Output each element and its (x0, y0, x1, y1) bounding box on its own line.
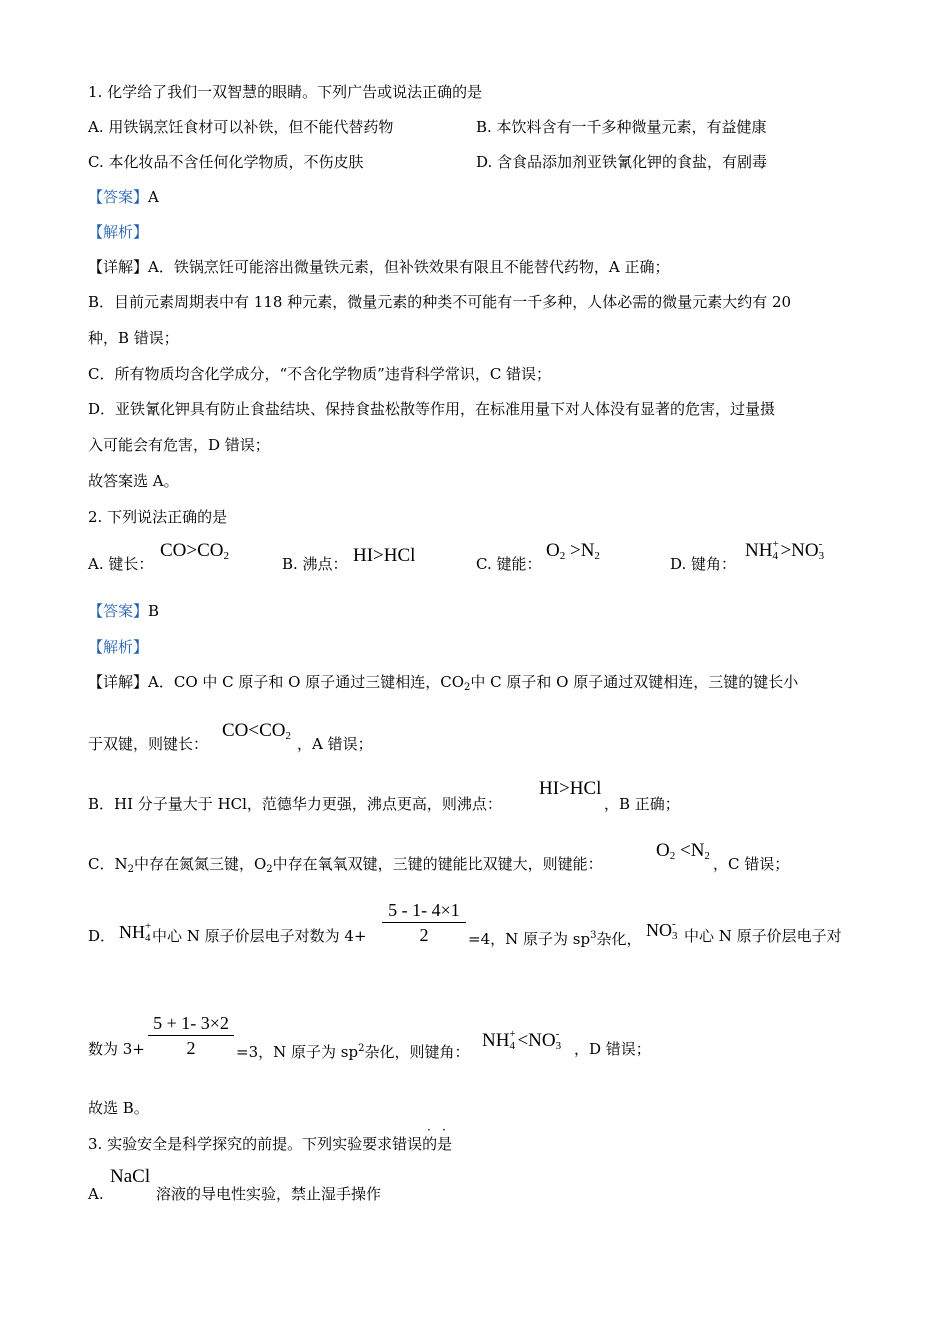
q2-detail-a-tail: ，A 错误； (297, 735, 373, 753)
superscript: 3 (590, 930, 597, 941)
q2-detail-c-tail: ，C 错误； (713, 855, 790, 873)
q1-stem: 1. 化学给了我们一双智慧的眼睛。下列广告或说法正确的是 (88, 83, 483, 101)
detail-tag: 【详解】 (88, 673, 149, 691)
q2-detail-d-b: 中心 N 原子价层电子对数为 4+ (152, 927, 367, 945)
answer-tag: 【答案】 (88, 188, 149, 206)
stem-text: 3. 实验安全是科学探究的前提。下列实验要求 (88, 1135, 393, 1153)
q1-option-c: C. 本化妆品不含任何化学物质，不伤皮肤 (88, 153, 364, 171)
fraction-1 (382, 898, 466, 947)
detail-tag: 【详解】 (88, 258, 149, 276)
q1-answer (88, 187, 159, 207)
answer-tag: 【答案】 (88, 602, 149, 620)
detail-text: 杂化，则键角： (364, 1043, 470, 1061)
q2-detail-d2-b (236, 1039, 469, 1062)
q1-detail-c: C．所有物质均含化学成分，“不含化学物质”违背科学常识，C 错误； (88, 365, 552, 383)
q1-detail-b: B．目前元素周期表中有 118 种元素，微量元素的种类不可能有一千多种，人体必需的微量元素大约有 20 (88, 293, 792, 311)
q2-detail-d-f: 中心 N 原子价层电子对 (684, 927, 842, 945)
q2-detail-d-a: D． (88, 927, 116, 945)
stem-text: 的是 (422, 1135, 453, 1153)
fraction-1-numerator: 5 - 1- 4×1 (388, 900, 460, 920)
q2-detail-b-tail: ，B 正确； (604, 795, 680, 813)
q2-analysis-tag: 【解析】 (88, 638, 149, 656)
detail-text: C．N (88, 855, 128, 873)
q2-option-d-label: D. 键角： (670, 555, 737, 573)
fraction-2-numerator: 5 + 1- 3×2 (153, 1013, 229, 1033)
q2-detail-a-cont: 于双键，则键长： (88, 735, 209, 753)
q2-option-a-label: A. 键长： (88, 555, 154, 573)
fraction-1-denominator: 2 (419, 925, 429, 945)
q2-option-b-label: B. 沸点： (282, 555, 348, 573)
subscript: 2 (464, 682, 471, 693)
q2-option-a-formula: $CO>CO_2$ (160, 540, 230, 562)
q2-option-c-label: C. 键能： (476, 555, 542, 573)
q2-detail-d2-a: 数为 3+ (88, 1040, 145, 1058)
q2-detail-d2-formula: NH + 4 <NO - 3 (482, 1027, 562, 1052)
q2-detail-d-nh4: NH + 4 (119, 919, 152, 944)
q2-detail-b: B．HI 分子量大于 HCl，范德华力更强，沸点更高，则沸点： (88, 795, 502, 813)
detail-text: =3，N 原子为 sp (236, 1043, 359, 1061)
q3-option-a-label: A. (88, 1185, 104, 1203)
subscript: 2 (127, 864, 134, 875)
q1-option-d: D. 含食品添加剂亚铁氰化钾的食盐，有剧毒 (476, 153, 768, 171)
q2-detail-d-c (468, 926, 641, 949)
fraction-2-denominator: 2 (186, 1038, 196, 1058)
detail-text: 中 C 原子和 O 原子通过双键相连，三键的键长小 (470, 673, 799, 691)
emphasis-dot: · (442, 1123, 446, 1137)
q1-option-a: A. 用铁锅烹饪食材可以补铁，但不能代替药物 (88, 118, 394, 136)
q1-detail-b-cont: 种，B 错误； (88, 329, 179, 347)
answer-value: B (148, 602, 160, 620)
q1-analysis-tag: 【解析】 (88, 223, 149, 241)
q1-detail-d-cont: 入可能会有危害，D 错误； (88, 436, 270, 454)
q1-option-b: B. 本饮料含有一千多种微量元素，有益健康 (476, 118, 767, 136)
emphasis-text: 错误 (392, 1135, 423, 1153)
q3-option-a-formula: NaCl (110, 1166, 151, 1187)
q3-stem (88, 1134, 452, 1154)
emphasis-dot: · (427, 1123, 431, 1137)
detail-text: 中存在氮氮三键，O (133, 855, 267, 873)
detail-text: 中存在氧氧双键，三键的键能比双键大，则键能： (272, 855, 603, 873)
detail-text: 杂化， (596, 930, 642, 948)
q2-detail-b-formula: HI>HCl (539, 778, 602, 799)
q2-detail-a-formula: $CO<CO_2$ (222, 720, 292, 742)
q3-option-a-text: 溶液的导电性实验，禁止湿手操作 (156, 1185, 382, 1203)
superscript: 2 (358, 1043, 365, 1054)
detail-text: =4，N 原子为 sp (468, 930, 591, 948)
q2-detail-c-formula: $O_2 <N_2$ (656, 840, 710, 862)
answer-value: A (148, 188, 159, 206)
q2-detail-c (88, 854, 603, 880)
q1-conclusion: 故答案选 A。 (88, 472, 179, 490)
q1-detail-d: D．亚铁氰化钾具有防止食盐结块、保持食盐松散等作用，在标准用量下对人体没有显著的危害，过量摄 (88, 400, 776, 418)
q1-detail-a (88, 257, 669, 277)
subscript: 2 (266, 864, 273, 875)
q2-detail-d2-tail: ，D 错误； (574, 1040, 651, 1058)
q2-option-b-formula: HI>HCl (353, 545, 416, 566)
fraction-2 (148, 1011, 234, 1060)
q2-option-c-formula: $O_2 >N_2$ (546, 540, 600, 562)
q2-detail-a (88, 672, 798, 698)
q2-option-d-formula: NH + 4 >NO - 3 (745, 537, 825, 562)
q2-answer (88, 601, 159, 621)
q2-detail-d-no3: NO - 3 (646, 917, 678, 942)
detail-text: A．铁锅烹饪可能溶出微量铁元素，但补铁效果有限且不能替代药物，A 正确； (148, 258, 670, 276)
q2-stem: 2. 下列说法正确的是 (88, 508, 228, 526)
detail-text: A．CO 中 C 原子和 O 原子通过三键相连，CO (148, 673, 465, 691)
q2-conclusion: 故选 B。 (88, 1099, 149, 1117)
